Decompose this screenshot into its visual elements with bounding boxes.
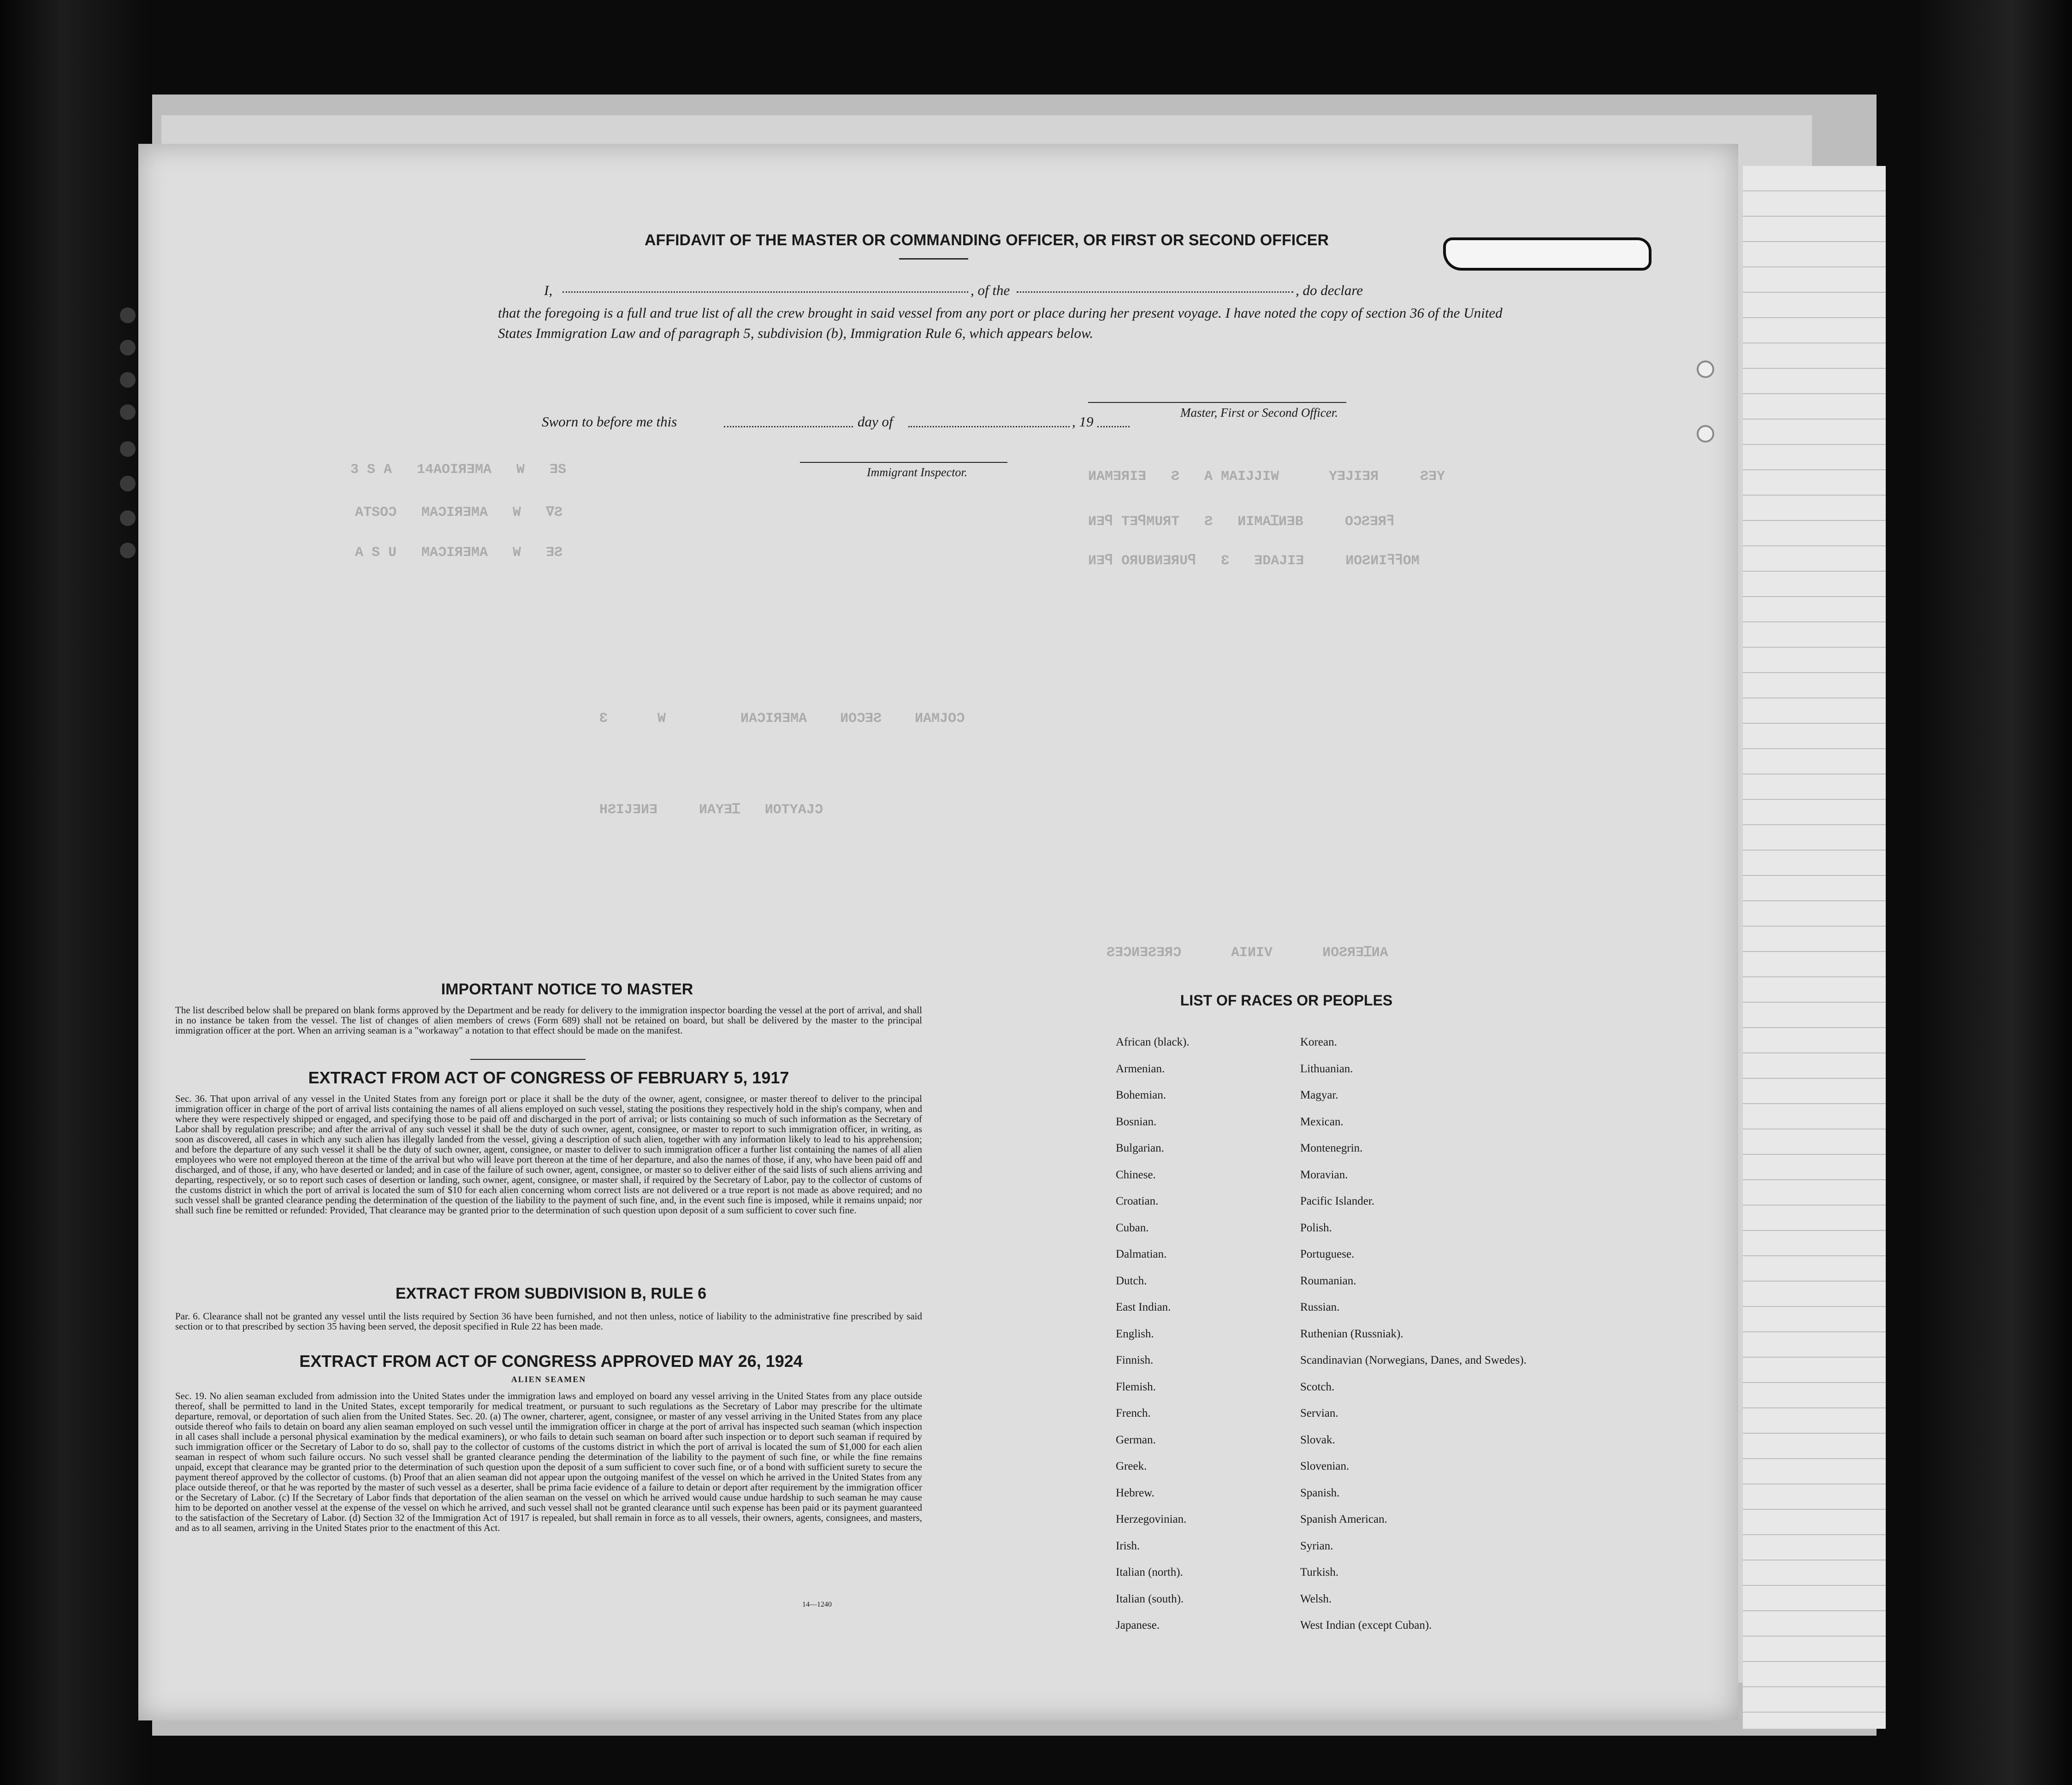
binder-ring: [1697, 425, 1714, 443]
bleed-through-text: ИƎꟼ ОЯUBИƎЯUꟼ Ɛ ƎDAJIƎ ИOƧИIꟻꟻOM: [1088, 553, 1420, 569]
punch-hole: [120, 476, 136, 491]
extract-rule6-body: Par. 6. Clearance shall not be granted any vessel until the lists required by Section 36 have been furnished, and not then unless, notice of liability to the administrative fine prescribed by said section or to that prescribed by section 35 having been served, the deposit specified in Rule 22 has been made.: [175, 1311, 922, 1332]
divider: [470, 1059, 586, 1060]
bleed-through-text: ИAMƎЯIƎ Ƨ A MAIJJIW YƎJIƎЯ ƧƎY: [1088, 469, 1445, 485]
race-item: Irish.: [1116, 1539, 1140, 1552]
sworn-day-label: day of: [858, 414, 893, 430]
bleed-through-text: ATSOƆ MAƆIЯƎMA W ∇Ƨ: [355, 505, 563, 520]
race-item: Pacific Islander.: [1300, 1195, 1375, 1207]
race-item: Armenian.: [1116, 1062, 1165, 1075]
scan-border-right: [1920, 0, 2072, 1785]
race-item: Italian (south).: [1116, 1592, 1184, 1605]
race-item: Cuban.: [1116, 1221, 1149, 1234]
race-item: Spanish American.: [1300, 1513, 1387, 1525]
bleed-through-text: 3 S A 14AOIЯƎMA W ƎS: [350, 462, 567, 478]
race-item: Ruthenian (Russniak).: [1300, 1327, 1403, 1340]
race-item: Slovak.: [1300, 1433, 1335, 1446]
race-item: Croatian.: [1116, 1195, 1159, 1207]
punch-hole: [120, 372, 136, 388]
affidavit-line1-prefix: I,: [544, 282, 553, 298]
divider: [899, 258, 968, 260]
race-item: Lithuanian.: [1300, 1062, 1353, 1075]
sworn-prefix: Sworn to before me this: [542, 414, 677, 430]
bleed-through-text: ИƎꟼ TƎꟼMUЯT Ƨ ИIMAꞮИƎB OƆƧƎЯꟻ: [1088, 514, 1395, 530]
race-item: Portuguese.: [1300, 1248, 1355, 1260]
extract-rule6-title: EXTRACT FROM SUBDIVISION B, RULE 6: [395, 1285, 707, 1302]
race-item: Scotch.: [1300, 1380, 1335, 1393]
sworn-month-field[interactable]: [908, 426, 1070, 427]
inspector-signature-line[interactable]: [800, 462, 1007, 463]
races-list-left: [1116, 1029, 1190, 1639]
extract-1924-subtitle: ALIEN SEAMEN: [511, 1375, 586, 1384]
punch-hole: [120, 307, 136, 323]
sworn-year-label: , 19: [1072, 414, 1094, 430]
race-item: Slovenian.: [1300, 1460, 1350, 1472]
race-item: Mexican.: [1300, 1115, 1344, 1128]
master-name-field[interactable]: [562, 291, 968, 293]
race-item: East Indian.: [1116, 1301, 1171, 1313]
race-item: Bosnian.: [1116, 1115, 1157, 1128]
race-item: Bohemian.: [1116, 1089, 1166, 1101]
race-item: Dutch.: [1116, 1274, 1147, 1287]
notice-body: The list described below shall be prepared on blank forms approved by the Department and be ready for delivery to the immigration inspector boarding the vessel at the port of arrival, and shall in no instance be taken from the vessel. The list of changes of alien members of crews (Form 689) shall not be retained on board, but shall be delivered by the master to the principal immigration officer at the port. When an arriving seaman is a "workaway" a notation to that effect should be made on the manifest.: [175, 1005, 922, 1036]
race-item: West Indian (except Cuban).: [1300, 1619, 1432, 1631]
race-item: Italian (north).: [1116, 1566, 1183, 1578]
race-item: Herzegovinian.: [1116, 1513, 1187, 1525]
race-item: French.: [1116, 1407, 1151, 1419]
race-item: Hebrew.: [1116, 1486, 1154, 1499]
punch-hole: [120, 404, 136, 420]
signature-label: Master, First or Second Officer.: [1180, 406, 1338, 420]
extract-1917-body: Sec. 36. That upon arrival of any vessel in the United States from any foreign port or place it shall be the duty of the owner, agent, consignee, or master thereof to deliver to the principal immigration officer in charge of the port of arrival lists containing the names of all aliens employed on such vessel, stating the positions they respectively hold in the ship's company, when and where they were respectively shipped or engaged, and specifying those to be paid off and discharged in the port of arrival; or lists containing so much of such information as the Secretary of Labor shall by regulation prescribe; and after the arrival of any such vessel it shall be the duty of such owner, agent, consignee, or master to report to such immigration officer, in writing, as soon as discovered, all cases in which any such alien has illegally landed from the vessel, giving a description of such alien, together with any information likely to lead to his apprehension; and before the departure of any such vessel it shall be the duty of such owner, agent, consignee, or master to deliver to such immigration officer a further list containing the names of all alien employees who were not employed thereon at the time of the arrival but who will leave port thereon at the time of her departure, and also the names of those, if any, who have been paid off and discharged, and of those, if any, who have deserted or landed; and in case of the failure of such owner, agent, consignee, or master so to deliver either of the said lists of such aliens arriving and departing, respectively, or so to report such cases of desertion or landing, such owner, agent, consignee, or master shall, if required by the Secretary of Labor, pay to the collector of customs of the customs district in which the port of arrival is located the sum of $10 for each alien concerning whom correct lists are not delivered or a true report is not made as above required; and no such vessel shall be granted clearance pending the determination of the question of the liability to the payment of such fine, and, in the event such fine is imposed, while it remains unpaid; nor shall such fine be remitted or refunded: Provided, That clearance may be granted prior to the determination of such question upon deposit of a sum sufficient to cover such fine.: [175, 1093, 922, 1216]
race-item: Welsh.: [1300, 1592, 1332, 1605]
scan-border-left: [0, 0, 152, 1785]
affidavit-title: AFFIDAVIT OF THE MASTER OR COMMANDING OFFICER, OR FIRST OR SECOND OFFICER: [645, 231, 1329, 249]
races-title: LIST OF RACES OR PEOPLES: [1180, 992, 1393, 1009]
race-item: Korean.: [1300, 1036, 1337, 1048]
race-item: Chinese.: [1116, 1168, 1156, 1181]
affidavit-line1-mid: , of the: [971, 282, 1010, 298]
affidavit-line1-suffix: , do declare: [1296, 282, 1363, 298]
punch-hole: [120, 441, 136, 457]
race-item: Syrian.: [1300, 1539, 1333, 1552]
race-item: Greek.: [1116, 1460, 1147, 1472]
races-list-right: [1300, 1029, 1527, 1639]
inspector-label: Immigrant Inspector.: [867, 466, 968, 479]
bleed-through-text: A S U MAƆIЯƎMA W ƎƧ: [355, 545, 563, 561]
sworn-date-field[interactable]: [724, 426, 853, 427]
punch-hole: [120, 543, 136, 558]
race-item: Finnish.: [1116, 1354, 1154, 1366]
race-item: African (black).: [1116, 1036, 1190, 1048]
race-item: Flemish.: [1116, 1380, 1156, 1393]
race-item: Polish.: [1300, 1221, 1332, 1234]
form-number: 14—1240: [802, 1601, 832, 1608]
bleed-through-text: HƧIJƎИƎ ИAYƎꞮ ИOTYAJƆ: [599, 802, 823, 818]
bleed-through-text: ƧƎƆИƎƧƎЯƆ AIИIV ИOƧЯƎꞮИA: [1107, 945, 1388, 961]
sworn-year-field[interactable]: [1097, 426, 1130, 427]
race-item: German.: [1116, 1433, 1156, 1446]
race-item: Dalmatian.: [1116, 1248, 1167, 1260]
race-item: Russian.: [1300, 1301, 1340, 1313]
vessel-name-field[interactable]: [1017, 291, 1293, 293]
binder-ring: [1697, 361, 1714, 378]
race-item: Magyar.: [1300, 1089, 1338, 1101]
race-item: English.: [1116, 1327, 1154, 1340]
race-item: Montenegrin.: [1300, 1142, 1363, 1154]
race-item: Moravian.: [1300, 1168, 1348, 1181]
race-item: Scandinavian (Norwegians, Danes, and Swedes).: [1300, 1354, 1527, 1366]
affidavit-body: that the foregoing is a full and true list of all the crew brought in said vessel from any port or place during her present voyage. I have noted the copy of section 36 of the United States Immigration Law and of paragraph 5, subdivision (b), Immigration Rule 6, which appears below.: [498, 305, 1503, 341]
race-item: Bulgarian.: [1116, 1142, 1164, 1154]
punch-hole: [120, 510, 136, 526]
race-item: Japanese.: [1116, 1619, 1160, 1631]
punch-hole: [120, 340, 136, 355]
adjacent-ledger-page: [1743, 166, 1886, 1729]
notice-title: IMPORTANT NOTICE TO MASTER: [441, 981, 693, 998]
race-item: Turkish.: [1300, 1566, 1339, 1578]
bleed-through-text: Ɛ W ИAƆIЯƎMA ИOƆƎƧ ИAMJOƆ: [599, 711, 965, 727]
signature-line[interactable]: [1088, 402, 1346, 403]
extract-1917-title: EXTRACT FROM ACT OF CONGRESS OF FEBRUARY 5, 1917: [308, 1068, 789, 1087]
extract-1924-title: EXTRACT FROM ACT OF CONGRESS APPROVED MAY 26, 1924: [299, 1352, 803, 1371]
race-item: Servian.: [1300, 1407, 1338, 1419]
extract-1924-body: Sec. 19. No alien seaman excluded from admission into the United States under the immigration laws and employed on board any vessel arriving in the United States from any place outside thereof, shall be permitted to land in the United States, except temporarily for medical treatment, or pursuant to such regulations as the Secretary of Labor may prescribe for the ultimate departure, removal, or deportation of such alien from the United States. Sec. 20. (a) The owner, charterer, agent, consignee, or master of any vessel arriving in the United States from any place outside thereof who fails to detain on board any alien seaman employed on such vessel until the immigration officer in charge at the port of arrival has inspected such seaman (which inspection in all cases shall include a personal physical examination by the medical examiners), or who fails to detain such seaman on board after such inspection or to deport such seaman if required by such immigration officer or the Secretary of Labor to do so, shall pay to the collector of customs of the customs district in which the port of arrival is located the sum of $1,000 for each alien seaman in respect of whom such failure occurs. No such vessel shall be granted clearance pending the determination of the liability to the payment of such fine, or while the fine remains unpaid, except that clearance may be granted prior to the determination of such question upon the deposit of a sum sufficient to cover such fine, or of a bond with sufficient surety to secure the payment thereof approved by the collector of customs. (b) Proof that an alien seaman did not appear upon the outgoing manifest of the vessel on which he arrived in the United States from any place outside thereof, or that he was reported by the master of such vessel as a deserter, shall be prima facie evidence of a failure to detain or deport after requirement by the immigration officer or the Secretary of Labor. (c) If the Secretary of Labor finds that deportation of the alien seaman on the vessel on which he arrived would cause undue hardship to such seaman he may cause him to be deported on another vessel at the expense of the vessel on which he arrived, and such vessel shall not be granted clearance until such expense has been paid or its payment guaranteed to the satisfaction of the Secretary of Labor. (d) Section 32 of the Immigration Act of 1917 is repealed, but shall remain in force as to all vessels, their owners, agents, consignees, and masters, and as to all seamen, arriving in the United States prior to the enactment of this Act.: [175, 1390, 922, 1533]
race-item: Roumanian.: [1300, 1274, 1356, 1287]
race-item: Spanish.: [1300, 1486, 1340, 1499]
manifest-page: [138, 144, 1738, 1720]
redaction-stamp: [1443, 237, 1652, 271]
